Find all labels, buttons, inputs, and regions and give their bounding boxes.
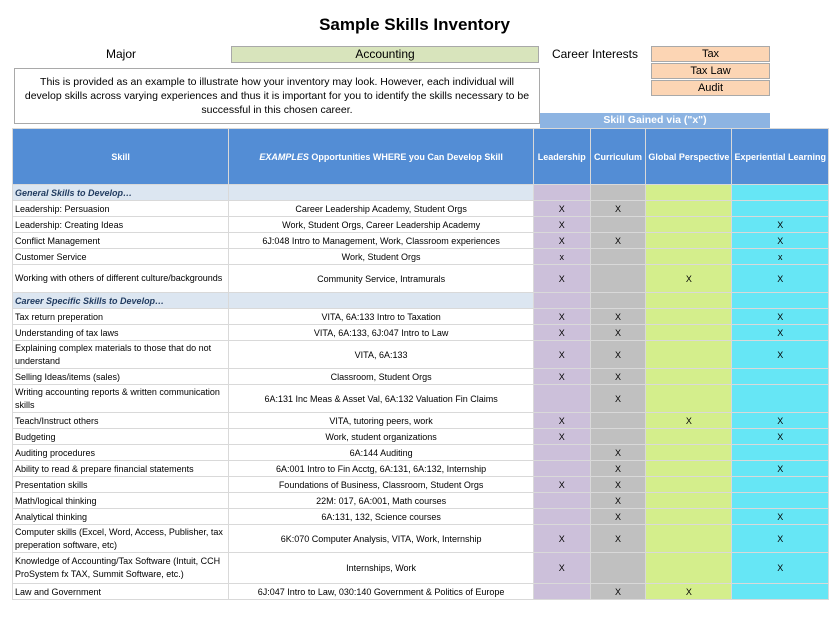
curriculum-mark-cell[interactable]: X — [590, 325, 646, 341]
curriculum-mark-cell[interactable] — [590, 249, 646, 265]
table-row — [13, 493, 829, 509]
curriculum-mark-cell[interactable] — [590, 217, 646, 233]
career-interest-2[interactable]: Tax Law — [651, 63, 770, 79]
experiential-mark-cell[interactable] — [732, 201, 829, 217]
experiential-mark-cell[interactable] — [732, 477, 829, 493]
leadership-mark-cell[interactable]: X — [533, 525, 590, 553]
leadership-mark-cell[interactable]: x — [533, 249, 590, 265]
col-header-leadership: Leadership — [533, 129, 590, 185]
leadership-mark-cell[interactable]: X — [533, 265, 590, 293]
table-row — [13, 429, 829, 445]
opportunity-cell: Career Leadership Academy, Student Orgs — [229, 201, 534, 217]
skill-cell: Teach/Instruct others — [13, 413, 229, 429]
experiential-mark-cell[interactable]: X — [732, 217, 829, 233]
experiential-mark-cell[interactable]: X — [732, 509, 829, 525]
global-mark-cell[interactable] — [646, 201, 732, 217]
global-mark-cell[interactable] — [646, 233, 732, 249]
career-interest-3[interactable]: Audit — [651, 80, 770, 96]
opportunity-cell: 6J:048 Intro to Management, Work, Classroom experiences — [229, 233, 534, 249]
opportunity-cell: 6K:070 Computer Analysis, VITA, Work, Internship — [229, 525, 534, 553]
experiential-mark-cell[interactable]: X — [732, 553, 829, 584]
table-row — [13, 249, 829, 265]
section-leadership-cell — [533, 293, 590, 309]
table-row — [13, 525, 829, 553]
leadership-mark-cell[interactable]: X — [533, 369, 590, 385]
section-global-cell — [646, 185, 732, 201]
opportunity-cell: Classroom, Student Orgs — [229, 369, 534, 385]
experiential-mark-cell[interactable]: X — [732, 525, 829, 553]
curriculum-mark-cell[interactable] — [590, 429, 646, 445]
skill-cell: Working with others of different culture/backgrounds — [13, 265, 229, 293]
table-row — [13, 217, 829, 233]
global-mark-cell[interactable]: X — [646, 413, 732, 429]
opportunity-cell: 6A:144 Auditing — [229, 445, 534, 461]
skill-cell: Auditing procedures — [13, 445, 229, 461]
major-value[interactable]: Accounting — [231, 46, 539, 63]
col-header-global: Global Perspective — [646, 129, 732, 185]
curriculum-mark-cell[interactable] — [590, 413, 646, 429]
section-spacer — [229, 293, 534, 309]
experiential-mark-cell[interactable]: X — [732, 461, 829, 477]
opportunity-cell: VITA, 6A:133 Intro to Taxation — [229, 309, 534, 325]
experiential-mark-cell[interactable] — [732, 584, 829, 600]
skill-cell: Understanding of tax laws — [13, 325, 229, 341]
table-row — [13, 461, 829, 477]
experiential-mark-cell[interactable]: x — [732, 249, 829, 265]
curriculum-mark-cell[interactable]: X — [590, 233, 646, 249]
skills-inventory-table — [12, 128, 829, 600]
experiential-mark-cell[interactable] — [732, 385, 829, 413]
curriculum-mark-cell[interactable]: X — [590, 309, 646, 325]
col-header-skill: Skill — [13, 129, 229, 185]
global-mark-cell[interactable] — [646, 493, 732, 509]
experiential-mark-cell[interactable] — [732, 493, 829, 509]
global-mark-cell[interactable] — [646, 341, 732, 369]
skill-cell: Law and Government — [13, 584, 229, 600]
skill-cell: Knowledge of Accounting/Tax Software (Intuit, CCH ProSystem fx TAX, Summit Software, etc.) — [13, 553, 229, 584]
section-row — [13, 293, 829, 309]
section-curriculum-cell — [590, 293, 646, 309]
curriculum-mark-cell[interactable]: X — [590, 385, 646, 413]
leadership-mark-cell[interactable] — [533, 493, 590, 509]
curriculum-mark-cell[interactable]: X — [590, 445, 646, 461]
curriculum-mark-cell[interactable]: X — [590, 477, 646, 493]
experiential-mark-cell[interactable]: X — [732, 413, 829, 429]
skill-cell: Leadership: Persuasion — [13, 201, 229, 217]
section-title: Career Specific Skills to Develop… — [13, 293, 229, 309]
global-mark-cell[interactable] — [646, 325, 732, 341]
leadership-mark-cell[interactable]: X — [533, 217, 590, 233]
table-row — [13, 445, 829, 461]
skill-cell: Explaining complex materials to those that do not understand — [13, 341, 229, 369]
experiential-mark-cell[interactable]: X — [732, 325, 829, 341]
col-header-curriculum: Curriculum — [590, 129, 646, 185]
opportunity-cell: VITA, 6A:133, 6J:047 Intro to Law — [229, 325, 534, 341]
global-mark-cell[interactable] — [646, 249, 732, 265]
opportunity-cell: Foundations of Business, Classroom, Student Orgs — [229, 477, 534, 493]
leadership-mark-cell[interactable]: X — [533, 429, 590, 445]
table-row — [13, 233, 829, 249]
opportunity-cell: 6J:047 Intro to Law, 030:140 Government & Politics of Europe — [229, 584, 534, 600]
examples-rest: Opportunities WHERE you Can Develop Skill — [308, 151, 503, 162]
experiential-mark-cell[interactable]: X — [732, 429, 829, 445]
curriculum-mark-cell[interactable]: X — [590, 341, 646, 369]
skill-cell: Ability to read & prepare financial statements — [13, 461, 229, 477]
skill-cell: Computer skills (Excel, Word, Access, Publisher, tax preperation software, etc) — [13, 525, 229, 553]
global-mark-cell[interactable] — [646, 309, 732, 325]
curriculum-mark-cell[interactable]: X — [590, 493, 646, 509]
skill-cell: Conflict Management — [13, 233, 229, 249]
skill-cell: Writing accounting reports & written communication skills — [13, 385, 229, 413]
experiential-mark-cell[interactable]: X — [732, 233, 829, 249]
leadership-mark-cell[interactable]: X — [533, 309, 590, 325]
global-mark-cell[interactable] — [646, 509, 732, 525]
page-title: Sample Skills Inventory — [319, 15, 510, 34]
leadership-mark-cell[interactable] — [533, 385, 590, 413]
col-header-examples — [229, 129, 534, 185]
table-row — [13, 309, 829, 325]
table-row — [13, 341, 829, 369]
experiential-mark-cell[interactable]: X — [732, 309, 829, 325]
leadership-mark-cell[interactable] — [533, 584, 590, 600]
experiential-mark-cell[interactable]: X — [732, 265, 829, 293]
section-global-cell — [646, 293, 732, 309]
curriculum-mark-cell[interactable]: X — [590, 461, 646, 477]
table-row — [13, 369, 829, 385]
skill-cell: Analytical thinking — [13, 509, 229, 525]
opportunity-cell: 6A:131, 132, Science courses — [229, 509, 534, 525]
section-experiential-cell — [732, 185, 829, 201]
curriculum-mark-cell[interactable]: X — [590, 369, 646, 385]
global-mark-cell[interactable] — [646, 217, 732, 233]
table-row — [13, 413, 829, 429]
global-mark-cell[interactable] — [646, 461, 732, 477]
table-header-row — [13, 129, 829, 185]
table-row — [13, 325, 829, 341]
opportunity-cell: 6A:131 Inc Meas & Asset Val, 6A:132 Valuation Fin Claims — [229, 385, 534, 413]
table-row — [13, 584, 829, 600]
table-row — [13, 509, 829, 525]
skill-cell: Tax return preperation — [13, 309, 229, 325]
global-mark-cell[interactable]: X — [646, 584, 732, 600]
opportunity-cell: Work, student organizations — [229, 429, 534, 445]
opportunity-cell: VITA, 6A:133 — [229, 341, 534, 369]
opportunity-cell: 22M: 017, 6A:001, Math courses — [229, 493, 534, 509]
skill-gained-header: Skill Gained via ("x") — [540, 113, 770, 128]
section-experiential-cell — [732, 293, 829, 309]
experiential-mark-cell[interactable] — [732, 369, 829, 385]
career-interests-label: Career Interests — [551, 47, 639, 61]
global-mark-cell[interactable] — [646, 385, 732, 413]
curriculum-mark-cell[interactable] — [590, 265, 646, 293]
curriculum-mark-cell[interactable] — [590, 553, 646, 584]
opportunity-cell: Community Service, Intramurals — [229, 265, 534, 293]
table-row — [13, 553, 829, 584]
global-mark-cell[interactable] — [646, 429, 732, 445]
global-mark-cell[interactable]: X — [646, 265, 732, 293]
career-interest-1[interactable]: Tax — [651, 46, 770, 62]
col-header-experiential: Experiential Learning — [732, 129, 829, 185]
table-row — [13, 477, 829, 493]
curriculum-mark-cell[interactable]: X — [590, 509, 646, 525]
skill-cell: Math/logical thinking — [13, 493, 229, 509]
examples-emphasis: EXAMPLES — [259, 151, 309, 162]
leadership-mark-cell[interactable]: X — [533, 325, 590, 341]
opportunity-cell: Internships, Work — [229, 553, 534, 584]
opportunity-cell: 6A:001 Intro to Fin Acctg, 6A:131, 6A:132, Internship — [229, 461, 534, 477]
leadership-mark-cell[interactable]: X — [533, 341, 590, 369]
leadership-mark-cell[interactable] — [533, 445, 590, 461]
curriculum-mark-cell[interactable]: X — [590, 525, 646, 553]
experiential-mark-cell[interactable]: X — [732, 341, 829, 369]
section-row — [13, 185, 829, 201]
leadership-mark-cell[interactable]: X — [533, 233, 590, 249]
leadership-mark-cell[interactable]: X — [533, 413, 590, 429]
table-row — [13, 201, 829, 217]
leadership-mark-cell[interactable] — [533, 461, 590, 477]
global-mark-cell[interactable] — [646, 525, 732, 553]
experiential-mark-cell[interactable] — [732, 445, 829, 461]
section-title: General Skills to Develop… — [13, 185, 229, 201]
leadership-mark-cell[interactable] — [533, 509, 590, 525]
global-mark-cell[interactable] — [646, 477, 732, 493]
opportunity-cell: VITA, tutoring peers, work — [229, 413, 534, 429]
skill-cell: Customer Service — [13, 249, 229, 265]
skill-cell: Leadership: Creating Ideas — [13, 217, 229, 233]
global-mark-cell[interactable] — [646, 553, 732, 584]
global-mark-cell[interactable] — [646, 369, 732, 385]
leadership-mark-cell[interactable]: X — [533, 477, 590, 493]
opportunity-cell: Work, Student Orgs, Career Leadership Academy — [229, 217, 534, 233]
instruction-note: This is provided as an example to illustrate how your inventory may look. However, each individual will develop skills across varying experiences and thus it is important for you to identify the skills necessary to be successful in this chosen career. — [14, 68, 540, 124]
opportunity-cell: Work, Student Orgs — [229, 249, 534, 265]
leadership-mark-cell[interactable]: X — [533, 553, 590, 584]
table-row — [13, 265, 829, 293]
curriculum-mark-cell[interactable]: X — [590, 201, 646, 217]
table-row — [13, 385, 829, 413]
section-spacer — [229, 185, 534, 201]
major-label: Major — [105, 47, 136, 61]
skill-cell: Presentation skills — [13, 477, 229, 493]
section-leadership-cell — [533, 185, 590, 201]
skill-cell: Budgeting — [13, 429, 229, 445]
leadership-mark-cell[interactable]: X — [533, 201, 590, 217]
section-curriculum-cell — [590, 185, 646, 201]
skill-cell: Selling Ideas/items (sales) — [13, 369, 229, 385]
curriculum-mark-cell[interactable]: X — [590, 584, 646, 600]
global-mark-cell[interactable] — [646, 445, 732, 461]
